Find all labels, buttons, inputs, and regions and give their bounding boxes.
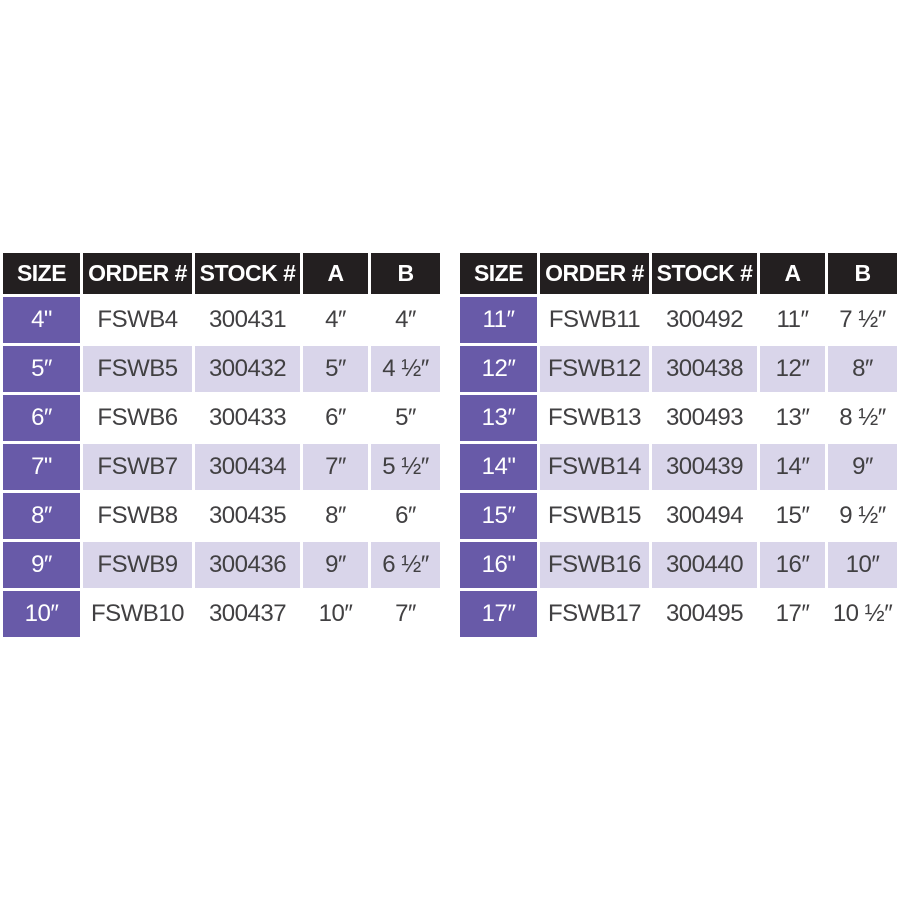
stock-cell: 300432 — [194, 345, 302, 394]
table-row — [2, 541, 442, 590]
stock-cell: 300439 — [651, 443, 759, 492]
header-stock: STOCK # — [651, 252, 759, 296]
header-a: A — [302, 252, 370, 296]
a-cell: 15″ — [759, 492, 827, 541]
table-header — [2, 252, 442, 296]
a-cell: 10″ — [302, 590, 370, 639]
size-cell: 15″ — [459, 492, 539, 541]
tables-container — [0, 250, 900, 640]
b-cell: 6″ — [370, 492, 442, 541]
table-header — [459, 252, 899, 296]
b-cell: 4″ — [370, 296, 442, 345]
stock-cell: 300434 — [194, 443, 302, 492]
stock-cell: 300435 — [194, 492, 302, 541]
a-cell: 17″ — [759, 590, 827, 639]
stock-cell: 300493 — [651, 394, 759, 443]
b-cell: 5″ — [370, 394, 442, 443]
order-cell: FSWB17 — [539, 590, 651, 639]
size-cell: 14" — [459, 443, 539, 492]
table-row — [459, 296, 899, 345]
b-cell: 8 ½″ — [827, 394, 899, 443]
a-cell: 12″ — [759, 345, 827, 394]
spec-table-left — [0, 250, 443, 640]
a-cell: 14″ — [759, 443, 827, 492]
b-cell: 9 ½″ — [827, 492, 899, 541]
order-cell: FSWB15 — [539, 492, 651, 541]
stock-cell: 300437 — [194, 590, 302, 639]
table-row — [2, 345, 442, 394]
header-b: B — [827, 252, 899, 296]
size-cell: 16" — [459, 541, 539, 590]
stock-cell: 300433 — [194, 394, 302, 443]
order-cell: FSWB16 — [539, 541, 651, 590]
table-row — [2, 296, 442, 345]
b-cell: 10″ — [827, 541, 899, 590]
header-size: SIZE — [2, 252, 82, 296]
size-cell: 7" — [2, 443, 82, 492]
a-cell: 11″ — [759, 296, 827, 345]
b-cell: 7 ½″ — [827, 296, 899, 345]
b-cell: 8″ — [827, 345, 899, 394]
table-row — [2, 590, 442, 639]
a-cell: 13″ — [759, 394, 827, 443]
size-cell: 10″ — [2, 590, 82, 639]
a-cell: 7″ — [302, 443, 370, 492]
a-cell: 16″ — [759, 541, 827, 590]
header-b: B — [370, 252, 442, 296]
table-row — [459, 590, 899, 639]
order-cell: FSWB6 — [82, 394, 194, 443]
table-row — [459, 345, 899, 394]
size-cell: 9″ — [2, 541, 82, 590]
order-cell: FSWB12 — [539, 345, 651, 394]
size-cell: 5″ — [2, 345, 82, 394]
table-row — [2, 394, 442, 443]
a-cell: 9″ — [302, 541, 370, 590]
table-row — [459, 443, 899, 492]
order-cell: FSWB13 — [539, 394, 651, 443]
size-cell: 6″ — [2, 394, 82, 443]
size-cell: 11″ — [459, 296, 539, 345]
stock-cell: 300495 — [651, 590, 759, 639]
size-cell: 17″ — [459, 590, 539, 639]
size-cell: 8″ — [2, 492, 82, 541]
size-cell: 12″ — [459, 345, 539, 394]
header-order: ORDER # — [82, 252, 194, 296]
order-cell: FSWB8 — [82, 492, 194, 541]
order-cell: FSWB9 — [82, 541, 194, 590]
order-cell: FSWB14 — [539, 443, 651, 492]
header-a: A — [759, 252, 827, 296]
order-cell: FSWB5 — [82, 345, 194, 394]
size-cell: 4" — [2, 296, 82, 345]
order-cell: FSWB4 — [82, 296, 194, 345]
b-cell: 5 ½″ — [370, 443, 442, 492]
table-row — [459, 541, 899, 590]
a-cell: 8″ — [302, 492, 370, 541]
stock-cell: 300494 — [651, 492, 759, 541]
order-cell: FSWB10 — [82, 590, 194, 639]
order-cell: FSWB11 — [539, 296, 651, 345]
header-order: ORDER # — [539, 252, 651, 296]
b-cell: 6 ½″ — [370, 541, 442, 590]
a-cell: 6″ — [302, 394, 370, 443]
spec-table-right — [457, 250, 900, 640]
a-cell: 4″ — [302, 296, 370, 345]
stock-cell: 300431 — [194, 296, 302, 345]
header-row — [459, 252, 899, 296]
header-row — [2, 252, 442, 296]
stock-cell: 300492 — [651, 296, 759, 345]
order-cell: FSWB7 — [82, 443, 194, 492]
stock-cell: 300438 — [651, 345, 759, 394]
b-cell: 9″ — [827, 443, 899, 492]
size-cell: 13″ — [459, 394, 539, 443]
stock-cell: 300440 — [651, 541, 759, 590]
header-size: SIZE — [459, 252, 539, 296]
table-row — [459, 492, 899, 541]
table-row — [2, 443, 442, 492]
table-body — [459, 296, 899, 639]
table-body — [2, 296, 442, 639]
table-row — [2, 492, 442, 541]
a-cell: 5″ — [302, 345, 370, 394]
b-cell: 4 ½″ — [370, 345, 442, 394]
stock-cell: 300436 — [194, 541, 302, 590]
b-cell: 7″ — [370, 590, 442, 639]
table-row — [459, 394, 899, 443]
header-stock: STOCK # — [194, 252, 302, 296]
b-cell: 10 ½″ — [827, 590, 899, 639]
